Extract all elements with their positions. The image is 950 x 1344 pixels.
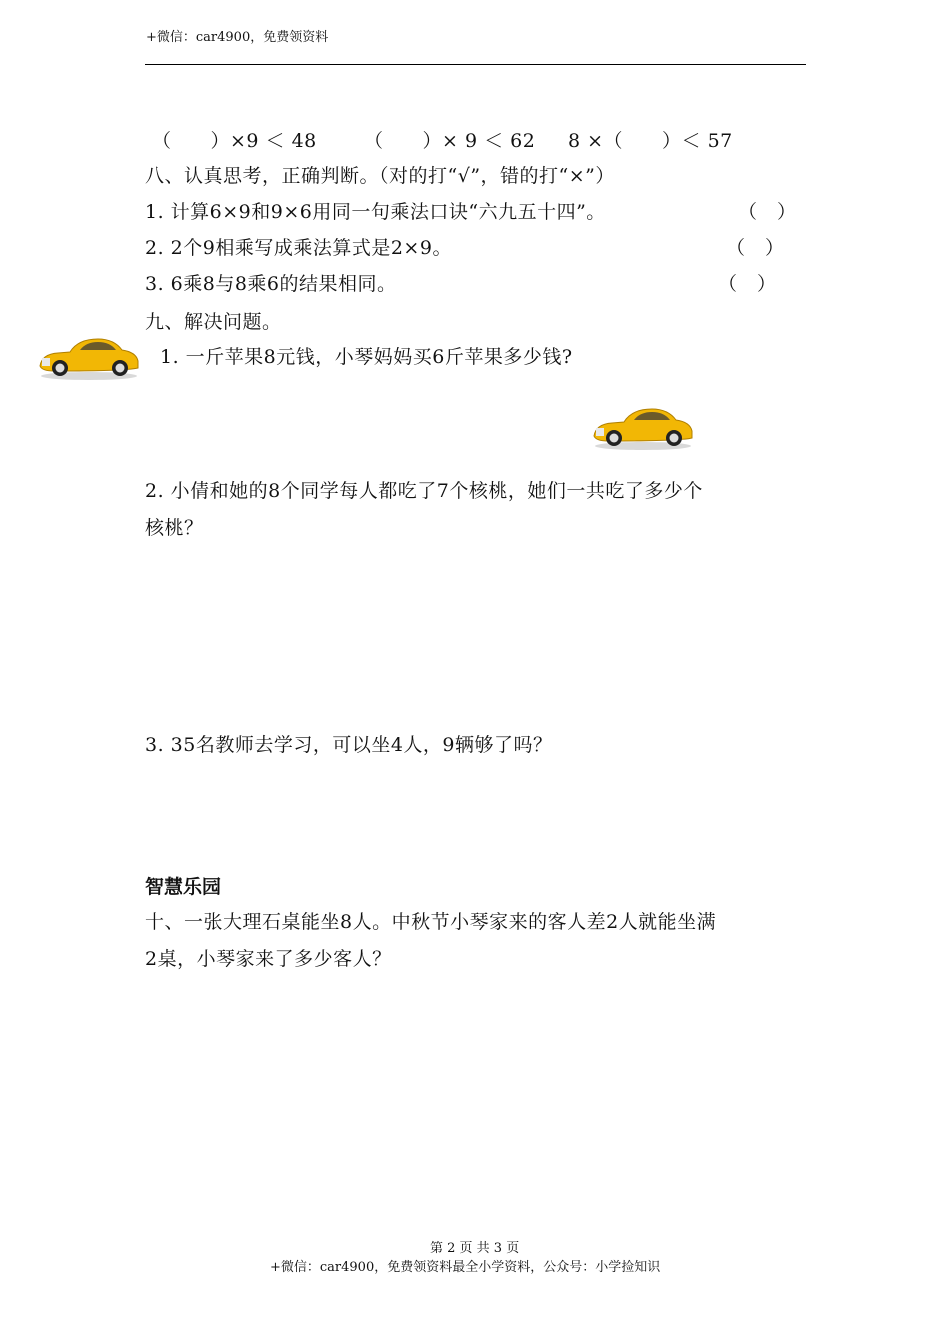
inequality-a: （ ）×9 ＜ 48 bbox=[152, 130, 317, 152]
problem-2-line-1: 2. 小倩和她的8个同学每人都吃了7个核桃，她们一共吃了多少个 bbox=[145, 480, 703, 502]
problem-2-line-2: 核桃？ bbox=[145, 517, 204, 539]
inequality-b: （ ）× 9 ＜ 62 bbox=[364, 130, 536, 152]
section-8-title: 八、认真思考，正确判断。（对的打“√”，错的打“×”） bbox=[145, 165, 615, 187]
judge-answer-paren-3[interactable]: （ ） bbox=[718, 273, 777, 295]
judge-question-3: 3. 6乘8与8乘6的结果相同。 bbox=[145, 273, 397, 295]
problem-3: 3. 35名教师去学习，可以坐4人，9辆够了吗？ bbox=[145, 734, 553, 756]
wisdom-heading: 智慧乐园 bbox=[145, 876, 222, 898]
judge-question-2: 2. 2个9相乘写成乘法算式是2×9。 bbox=[145, 237, 452, 259]
wisdom-question-line-2: 2桌，小琴家来了多少客人？ bbox=[145, 948, 392, 970]
section-9-title: 九、解决问题。 bbox=[145, 311, 282, 333]
judge-answer-paren-2[interactable]: （ ） bbox=[726, 237, 785, 259]
page-number: 第 2 页 共 3 页 bbox=[430, 1241, 520, 1256]
header-text: +微信：car4900，免费领资料 bbox=[146, 30, 329, 45]
yellow-car-icon-2 bbox=[590, 404, 696, 450]
wisdom-question-line-1: 十、一张大理石桌能坐8人。中秋节小琴家来的客人差2人就能坐满 bbox=[145, 911, 717, 933]
header-divider bbox=[145, 64, 806, 65]
footer-text: +微信：car4900，免费领资料最全小学资料，公众号：小学捡知识 bbox=[270, 1260, 661, 1275]
problem-1: 1. 一斤苹果8元钱，小琴妈妈买6斤苹果多少钱? bbox=[160, 346, 573, 368]
judge-answer-paren-1[interactable]: （ ） bbox=[738, 201, 797, 223]
inequality-c: 8 ×（ ）＜ 57 bbox=[568, 130, 733, 152]
judge-question-1: 1. 计算6×9和9×6用同一句乘法口诀“六九五十四”。 bbox=[145, 201, 606, 223]
yellow-car-icon bbox=[36, 334, 142, 380]
